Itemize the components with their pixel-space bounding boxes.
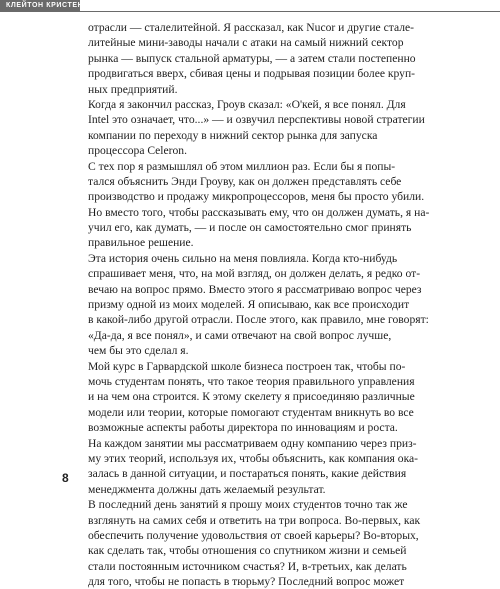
running-head-text: КЛЕЙТОН КРИСТЕНСЕН: [6, 2, 100, 9]
text-line: литейные мини-заводы начали с атаки на самый нижний сектор: [88, 36, 404, 50]
text-line: С тех пор я размышлял об этом миллион раз. Если бы я попы-: [88, 159, 396, 173]
text-line: правильное решение.: [88, 236, 194, 250]
text-line: Когда я закончил рассказ, Гроув сказал: «О'кей, я все понял. Для: [88, 97, 406, 111]
text-line: вечаю на вопрос прямо. Вместо этого я рассматриваю вопрос через: [88, 282, 422, 296]
text-line: для того, чтобы не попасть в тюрьму? Последний вопрос может: [88, 575, 405, 589]
page-header: [0, 0, 500, 12]
text-line: чем бы это сделал я.: [88, 344, 189, 358]
text-line: спрашивает меня, что, на мой взгляд, он должен делать, я редко от-: [88, 267, 421, 281]
text-line: мочь студентам понять, что такое теория правильного управления: [88, 374, 415, 388]
text-line: Intel это означает, что...» — и озвучил перспективы новой стратегии: [88, 113, 425, 127]
text-line: взглянуть на самих себя и ответить на три вопроса. Во-первых, как: [88, 513, 421, 527]
text-line: обеспечить получение удовольствия от своей карьеры? Во-вторых,: [88, 528, 419, 542]
text-line: как сделать так, чтобы отношения со спутником жизни и семьей: [88, 544, 407, 558]
text-line: «Да-да, я все понял», и сами отвечают на свой вопрос лучше,: [88, 328, 392, 342]
text-line: му этих теорий, используя их, чтобы объяснить, как компания ока-: [88, 451, 419, 465]
text-line: отрасли — сталелитейной. Я рассказал, как Nucor и другие стале-: [88, 21, 414, 34]
text-line: Мой курс в Гарвардской школе бизнеса построен так, чтобы по-: [88, 359, 406, 373]
text-line: возможные аспекты работы директора по инновациям и роста.: [88, 421, 398, 435]
text-line: залась в данной ситуации, и постараться понять, какие действия: [88, 467, 407, 481]
text-line: компании по переходу в нижний сектор рынка для запуска: [88, 128, 378, 142]
text-line: В последний день занятий я прошу моих студентов точно так же: [88, 498, 408, 512]
text-line: рынка — выпуск стальной арматуры, — а затем стали постепенно: [88, 51, 416, 65]
text-line: модели или теории, которые помогают студентам вникнуть во все: [88, 405, 414, 419]
text-line: производство и продажу микропроцессоров, меня бы просто убили.: [88, 190, 425, 204]
text-line: в какой-либо другой отрасли. После этого, как правило, мне говорят:: [88, 313, 429, 327]
text-line: менеджмента должны дать желаемый результат.: [88, 482, 326, 496]
text-line: Но вместо того, чтобы рассказывать ему, что он должен думать, я на-: [88, 205, 430, 219]
text-line: продвигаться вверх, сбивая цены и подрывая позиции более круп-: [88, 67, 416, 81]
text-line: процессора Celeron.: [88, 144, 187, 158]
text-line: стали постоянным источником счастья? И, в-третьих, как делать: [88, 559, 407, 573]
page-number: 8: [62, 471, 69, 485]
text-line: ных предприятий.: [88, 82, 178, 96]
text-line: учил его, как думать, — и после он самостоятельно смог принять: [88, 221, 412, 235]
running-head-box: [0, 0, 100, 12]
text-line: призму одной из моих моделей. Я описываю, как все происходит: [88, 298, 410, 312]
text-line: На каждом занятии мы рассматриваем одну компанию через приз-: [88, 436, 417, 450]
header-rule: [80, 11, 500, 12]
text-line: и на чем она строится. К этому скелету я присоединяю различные: [88, 390, 415, 404]
body-text: [88, 20, 438, 589]
text-line: Эта история очень сильно на меня повлияла. Когда кто-нибудь: [88, 251, 398, 265]
text-line: тался объяснить Энди Гроуву, как он должен представлять себе: [88, 174, 402, 188]
